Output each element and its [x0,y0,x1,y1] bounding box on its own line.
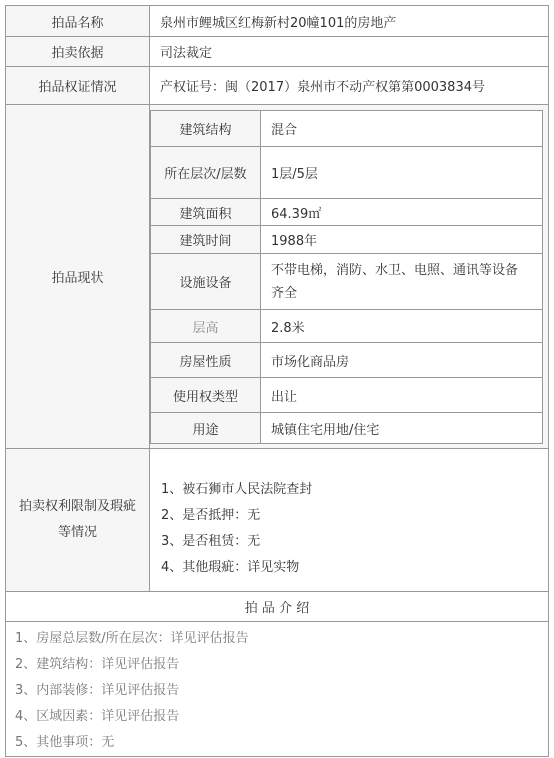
facilities-value-cont: 齐全 [271,285,298,301]
facilities-value: 不带电梯，消防、水卫、电照、通讯等设备 [271,262,519,278]
status-item-value-cell [261,343,543,378]
area-label: 建筑面积 [179,206,232,222]
intro-title: 拍 品 介 绍 [244,601,310,616]
status-item-label-cell [150,254,261,310]
status-item-value-cell [261,254,543,310]
area-value: 64.39㎡ [271,206,322,222]
built-year-value: 1988年 [271,234,318,249]
intro-item: 3、内部装修：详见评估报告 [15,683,180,698]
status-item-value-cell [261,226,543,254]
restrictions-label-cont: 等情况 [57,525,97,540]
built-year-label: 建筑时间 [179,234,232,249]
status-item-value-cell [261,110,543,147]
basis-value-cell [150,37,548,67]
status-label: 拍品现状 [51,271,104,286]
status-item-value-cell [261,199,543,226]
height-value: 2.8米 [271,320,305,336]
restrictions-label: 拍卖权利限制及瑕疵 [18,499,136,514]
cert-label-cell [6,67,150,105]
usage-value: 城镇住宅用地/住宅 [271,422,380,438]
restriction-item: 1、被石狮市人民法院查封 [161,482,313,497]
status-item-value-cell [261,147,543,199]
floor-value: 1层/5层 [271,167,318,182]
name-label: 拍品名称 [51,15,104,31]
cert-value-cell [150,67,548,105]
structure-label: 建筑结构 [179,123,232,138]
status-item-label-cell [150,110,261,147]
property-type-value: 市场化商品房 [271,354,350,370]
basis-label: 拍卖依据 [51,46,104,61]
cert-label: 拍品权证情况 [38,80,117,95]
restrictions-label-cell [6,449,150,592]
status-item-value-cell [261,378,543,413]
restriction-item: 2、是否抵押：无 [161,508,261,523]
status-label-cell [6,105,150,449]
right-type-value: 出让 [271,389,298,405]
intro-item: 5、其他事项：无 [15,735,115,750]
right-type-label: 使用权类型 [172,389,238,405]
cert-value: 产权证号：闽（2017）泉州市不动产权第第0003834号 [160,80,485,95]
intro-item: 2、建筑结构：详见评估报告 [15,657,180,672]
property-type-label: 房屋性质 [179,354,232,370]
floor-label: 所在层次/层数 [164,167,247,182]
status-item-label-cell [150,199,261,226]
status-item-label-cell [150,310,261,343]
status-item-value-cell [261,310,543,343]
usage-label: 用途 [192,422,219,438]
auction-info-table [5,5,549,757]
restriction-item: 4、其他瑕疵：详见实物 [161,560,300,575]
basis-value: 司法裁定 [160,46,213,61]
status-item-label-cell [150,413,261,444]
intro-item: 1、房屋总层数/所在层次：详见评估报告 [15,631,249,646]
status-item-value-cell [261,413,543,444]
status-item-label-cell [150,147,261,199]
facilities-label: 设施设备 [179,276,232,291]
height-label: 层高 [192,320,219,336]
name-value-cell [150,6,548,37]
name-label-cell [6,6,150,37]
status-item-label-cell [150,378,261,413]
name-value: 泉州市鲤城区红梅新村20幢101的房地产 [160,15,397,31]
status-item-label-cell [150,226,261,254]
intro-item: 4、区域因素：详见评估报告 [15,709,180,724]
intro-title-cell [6,592,548,622]
basis-label-cell [6,37,150,67]
restriction-item: 3、是否租赁：无 [161,534,261,549]
status-item-label-cell [150,343,261,378]
structure-value: 混合 [271,123,298,138]
